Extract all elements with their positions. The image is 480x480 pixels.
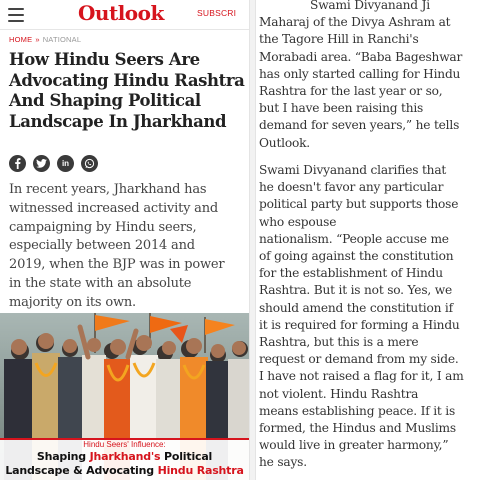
paragraph-line: Rashtra. But it is not so. Yes, we — [259, 283, 452, 298]
paragraph-line: would live in greater harmony,” — [259, 438, 449, 453]
breadcrumb-home-link[interactable]: HOME — [9, 35, 33, 44]
paragraph-line: Swami Divyanand Ji — [310, 0, 430, 12]
photo-caption-line1 — [0, 450, 249, 463]
headline-line: And Shaping Political — [9, 91, 201, 110]
caption-highlight: Jharkhand's — [89, 450, 161, 463]
whatsapp-icon[interactable] — [81, 155, 98, 172]
caption-text: Political — [160, 450, 213, 463]
photo-caption-kicker: Hindu Seers' Influence: — [83, 440, 166, 449]
paragraph-line: Rashtra, but this is a mere — [259, 335, 419, 350]
facebook-icon[interactable] — [9, 155, 26, 172]
headline-line: How Hindu Seers Are — [9, 50, 200, 69]
site-header — [0, 0, 249, 30]
paragraph-line: for the establishment of Hindu — [259, 266, 443, 281]
headline-line: Advocating Hindu Rashtra — [9, 70, 245, 90]
caption-highlight: Hindu Rashtra — [157, 464, 244, 477]
intro-line: majority on its own. — [9, 294, 136, 310]
intro-line: witnessed increased activity and — [9, 200, 219, 216]
article-paragraph-2 — [259, 162, 480, 472]
article-intro — [9, 181, 247, 313]
hamburger-menu-icon[interactable] — [8, 8, 24, 22]
paragraph-line: formed, the Hindus and Muslims — [259, 421, 456, 436]
paragraph-line: request or demand from my side. — [259, 352, 459, 367]
article-headline — [9, 50, 245, 132]
linkedin-icon[interactable]: in — [57, 155, 74, 172]
paragraph-line: has only started calling for Hindu — [259, 66, 461, 81]
paragraph-line: means establishing peace. If it is — [259, 403, 456, 418]
paragraph-line: demand for seven years,” he tells — [259, 118, 460, 133]
paragraph-line: he doesn't favor any particular — [259, 180, 444, 195]
paragraph-line: but I have been raising this — [259, 101, 424, 116]
caption-text: Landscape & Advocating — [5, 464, 158, 477]
paragraph-line: Maharaj of the Divya Ashram at — [259, 15, 451, 30]
paragraph-line: the Tagore Hill in Ranchi's — [259, 32, 419, 47]
site-logo[interactable]: Outlook — [78, 1, 164, 25]
photo-caption-line2 — [0, 464, 249, 477]
subscribe-link[interactable]: SUBSCRI — [197, 8, 237, 18]
paragraph-line: political party but supports those — [259, 197, 459, 212]
paragraph-line: Rashtra for the last year or so, — [259, 84, 443, 99]
screenshot-divider — [249, 0, 256, 480]
caption-text: Shaping — [36, 450, 90, 463]
paragraph-line: who espouse — [259, 214, 337, 229]
intro-line: In recent years, Jharkhand has — [9, 182, 207, 197]
paragraph-line: Morabadi area. “Baba Bageshwar — [259, 49, 463, 64]
paragraph-line: he says. — [259, 455, 307, 470]
paragraph-line: I have not raised a flag for it, I am — [259, 369, 464, 384]
paragraph-line: not violent. Hindu Rashtra — [259, 386, 419, 401]
intro-line: campaigning by Hindu seers, — [9, 219, 197, 235]
paragraph-line: should amend the constitution if — [259, 300, 453, 315]
breadcrumb-section-link[interactable]: NATIONAL — [42, 35, 82, 44]
paragraph-line: Outlook. — [259, 135, 310, 150]
headline-line: Landscape In Jharkhand — [9, 111, 227, 131]
breadcrumb-separator: » — [35, 35, 40, 44]
paragraph-line: nationalism. “People accuse me — [259, 231, 449, 246]
breadcrumb — [9, 35, 81, 44]
paragraph-line: it is required for forming a Hindu — [259, 317, 460, 332]
intro-line: in the state with an absolute — [9, 275, 192, 291]
twitter-icon[interactable] — [33, 155, 50, 172]
intro-line: especially between 2014 and — [9, 238, 195, 254]
intro-line: 2019, when the BJP was in power — [9, 257, 225, 273]
article-screenshot-right — [256, 0, 480, 480]
paragraph-line: Swami Divyanand clarifies that — [259, 163, 447, 177]
article-paragraph-1 — [259, 0, 480, 152]
paragraph-line: of going against the constitution — [259, 249, 454, 264]
